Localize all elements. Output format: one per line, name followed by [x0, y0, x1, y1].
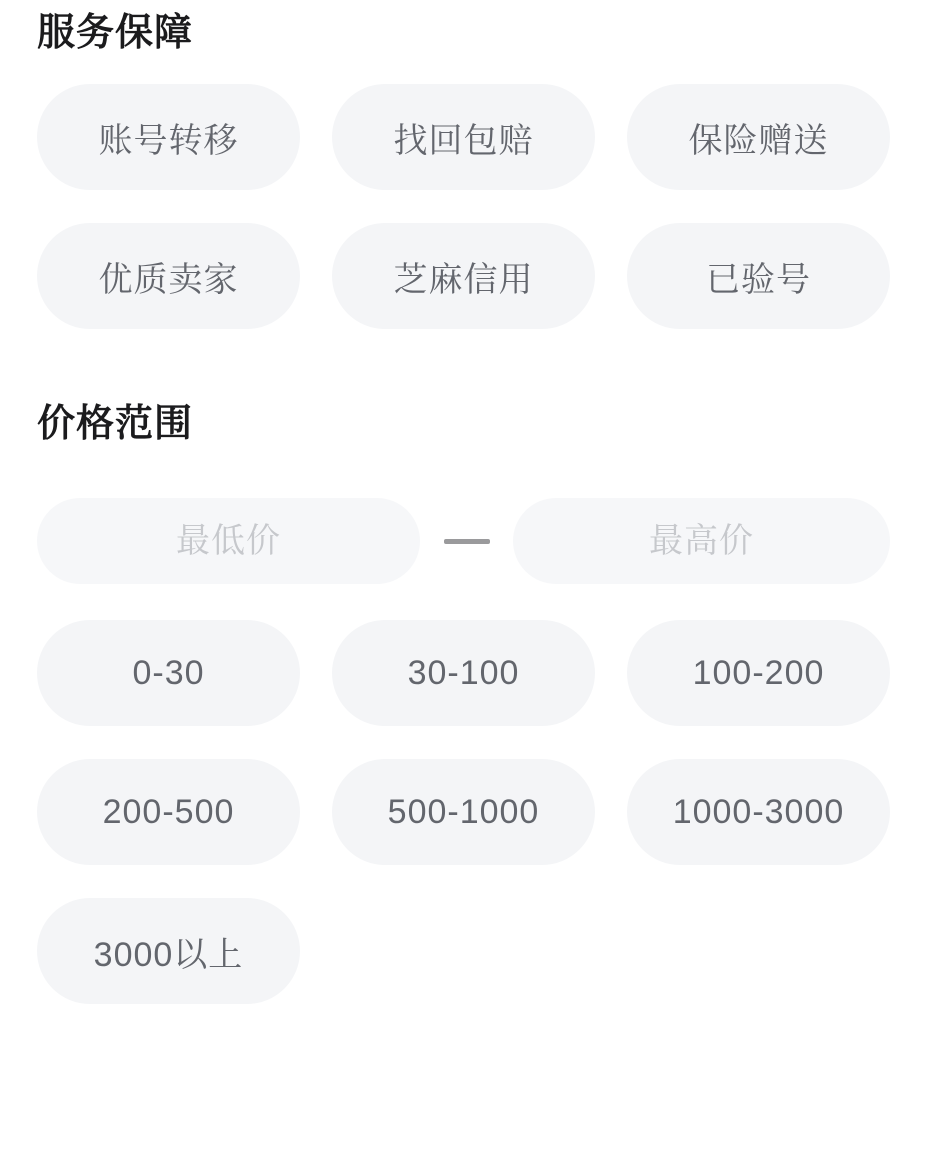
service-guarantee-title: 服务保障: [37, 12, 194, 54]
price-pill-1000-3000[interactable]: 1000-3000: [627, 759, 890, 865]
price-pill-group: [37, 620, 890, 1004]
price-pill-200-500[interactable]: 200-500: [37, 759, 300, 865]
price-pill-3000-plus[interactable]: 3000以上: [37, 898, 300, 1004]
service-pill-verified-account[interactable]: 已验号: [627, 223, 890, 329]
service-pill-zhima-credit[interactable]: 芝麻信用: [332, 223, 595, 329]
service-pill-account-transfer[interactable]: 账号转移: [37, 84, 300, 190]
service-pill-group: [37, 84, 890, 329]
max-price-input[interactable]: [513, 498, 890, 584]
price-pill-100-200[interactable]: 100-200: [627, 620, 890, 726]
price-pill-0-30[interactable]: 0-30: [37, 620, 300, 726]
price-pill-500-1000[interactable]: 500-1000: [332, 759, 595, 865]
price-range-inputs: [37, 498, 890, 584]
service-pill-quality-seller[interactable]: 优质卖家: [37, 223, 300, 329]
price-pill-30-100[interactable]: 30-100: [332, 620, 595, 726]
min-price-input[interactable]: [37, 498, 420, 584]
service-pill-recovery-compensation[interactable]: 找回包赔: [332, 84, 595, 190]
service-pill-insurance-gift[interactable]: 保险赠送: [627, 84, 890, 190]
price-range-title: 价格范围: [37, 403, 194, 445]
range-dash-divider: [444, 539, 490, 544]
